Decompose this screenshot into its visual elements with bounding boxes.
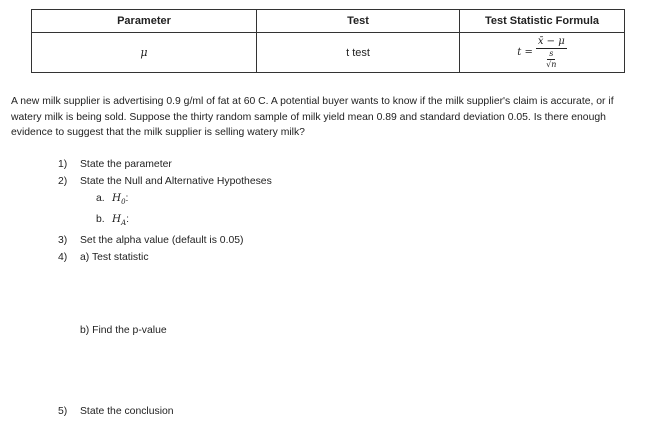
step-text: State the Null and Alternative Hypotheses	[80, 176, 272, 187]
step-text: State the parameter	[80, 159, 172, 170]
cell-parameter: μ	[32, 33, 257, 73]
hypothesis-symbol: $H_0$	[112, 192, 126, 207]
formula-numerator: x̄ − μ	[537, 35, 565, 47]
parameter-table	[31, 9, 625, 73]
step-2	[58, 173, 272, 190]
formula-denominator-sqrt-n: √n	[546, 59, 557, 69]
hypothesis-alternative	[58, 211, 272, 232]
step-number: 1)	[58, 159, 68, 170]
step-4b: b) Find the p-value	[80, 325, 167, 336]
hypothesis-colon: :	[126, 214, 130, 226]
formula-denominator	[546, 49, 556, 70]
formula-lhs: t =	[517, 47, 533, 58]
hypothesis-colon: :	[125, 193, 129, 204]
step-text: Set the alpha value (default is 0.05)	[80, 235, 244, 247]
cell-test: t test	[257, 33, 460, 73]
step-1	[58, 156, 272, 173]
header-test: Test	[257, 10, 460, 33]
cell-formula	[460, 33, 625, 73]
formula-fraction	[536, 36, 567, 70]
t-statistic-formula	[517, 36, 566, 70]
hypothesis-symbol: $H_A$	[112, 213, 127, 228]
step-3	[58, 232, 272, 249]
step-4	[58, 249, 272, 266]
step-number: 5)	[58, 406, 68, 417]
hypothesis-null	[58, 190, 272, 211]
table-header-row	[32, 10, 625, 33]
header-formula: Test Statistic Formula	[460, 10, 625, 33]
problem-statement: A new milk supplier is advertising 0.9 g/ml of fat at 60 C. A potential buyer wants to know if the milk supplier's claim is accurate, or if watery milk is being sold. Suppose the thirty random sample of milk yield mean 0.89 and standard deviation 0.05. Is there enough evidence to suggest that the milk supplier is selling watery milk?	[11, 96, 614, 138]
hypothesis-label: b.	[96, 214, 105, 226]
step-number: 3)	[58, 235, 68, 247]
hypothesis-label: a.	[96, 193, 105, 204]
step-number: 4)	[58, 252, 68, 264]
formula-denominator-s: s	[549, 48, 554, 58]
step-text: a) Test statistic	[80, 252, 149, 264]
step-number: 2)	[58, 176, 68, 187]
header-parameter: Parameter	[32, 10, 257, 33]
table-row	[32, 33, 625, 73]
step-text: State the conclusion	[80, 406, 174, 417]
steps-list	[58, 156, 272, 266]
step-5	[58, 406, 174, 417]
